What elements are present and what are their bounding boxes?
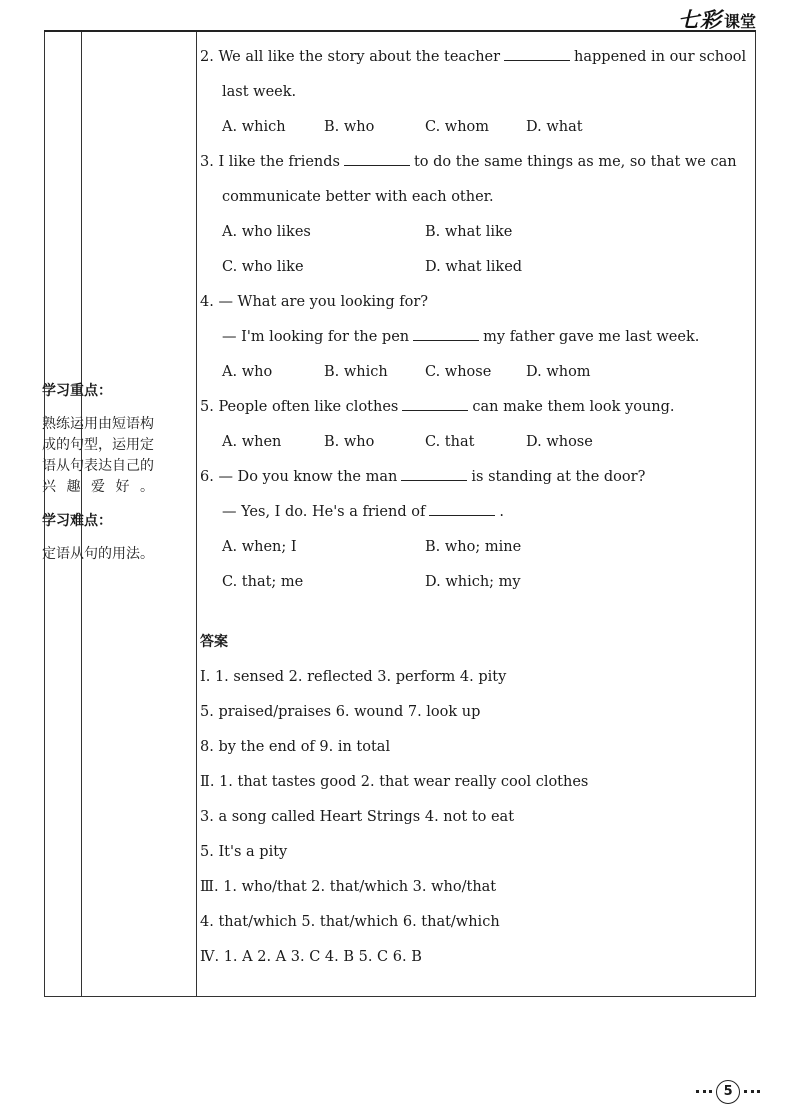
question-stem: — Do you know the man: [218, 469, 398, 485]
difficulty-heading: 学习难点：: [42, 513, 112, 529]
question-number: 2.: [200, 49, 214, 65]
page-number-badge: [696, 1080, 760, 1104]
question-stem: People often like clothes: [218, 399, 399, 415]
option: A. who likes: [222, 224, 311, 240]
question-stem-cont: to do the same things as me, so that we can: [413, 154, 737, 170]
brand-logo-text: 七彩: [677, 8, 722, 32]
answers-heading: 答案: [200, 634, 228, 650]
question-4: [200, 285, 755, 320]
options-row: [200, 425, 755, 460]
answer-blank: [344, 151, 410, 166]
question-number: 3.: [200, 154, 214, 170]
answer-blank: [429, 501, 495, 516]
answer-line: 5. It's a pity: [200, 844, 288, 860]
focus-text: 熟练运用由短语构成的句型，运用定语从句表达自己的兴趣爱好。: [42, 416, 154, 495]
option: B. who; mine: [425, 539, 522, 555]
options-row: [200, 250, 755, 285]
option: D. whom: [526, 364, 591, 380]
focus-heading: 学习重点：: [42, 383, 112, 399]
option: A. when: [222, 434, 282, 450]
answer-line: 3. a song called Heart Strings 4. not to eat: [200, 809, 515, 825]
brand-suffix: 课堂: [723, 12, 756, 31]
option: B. who: [324, 434, 375, 450]
question-6: [200, 460, 755, 495]
option: B. what like: [425, 224, 513, 240]
option: D. which; my: [425, 574, 521, 590]
option: D. what liked: [425, 259, 523, 275]
answer-line: Ⅲ. 1. who/that 2. that/which 3. who/that: [200, 879, 497, 895]
dialogue-line-cont: my father gave me last week.: [483, 329, 700, 345]
page-number: 5: [716, 1080, 740, 1104]
question-stem-cont: is standing at the door?: [471, 469, 646, 485]
answer-line: Ⅱ. 1. that tastes good 2. that wear really cool clothes: [200, 774, 589, 790]
question-stem-line2: communicate better with each other.: [222, 189, 494, 205]
difficulty-text: 定语从句的用法。: [42, 546, 154, 562]
dialogue-line: — Yes, I do. He's a friend of: [222, 504, 426, 520]
question-stem-cont: can make them look young.: [472, 399, 675, 415]
options-row: [200, 110, 755, 145]
answer-line: 8. by the end of 9. in total: [200, 739, 391, 755]
answer-line: 4. that/which 5. that/which 6. that/which: [200, 914, 500, 930]
dialogue-line: — I'm looking for the pen: [222, 329, 410, 345]
option: C. who like: [222, 259, 304, 275]
answer-blank: [402, 396, 468, 411]
question-number: 6.: [200, 469, 214, 485]
question-stem-line2: [200, 320, 755, 355]
answer-line: 5. praised/praises 6. wound 7. look up: [200, 704, 481, 720]
question-2: [200, 40, 755, 75]
question-stem: — What are you looking for?: [218, 294, 429, 310]
question-5: [200, 390, 755, 425]
dots-ornament-left: [696, 1090, 712, 1093]
answer-blank: [504, 46, 570, 61]
question-number: 4.: [200, 294, 214, 310]
option: D. whose: [526, 434, 593, 450]
question-3: [200, 145, 755, 180]
option: C. that: [425, 434, 475, 450]
option: C. whom: [425, 119, 490, 135]
option: C. that; me: [222, 574, 304, 590]
options-row: [200, 355, 755, 390]
option: A. which: [222, 119, 286, 135]
question-stem-cont: happened in our school: [574, 49, 747, 65]
answer-line: Ⅰ. 1. sensed 2. reflected 3. perform 4. pity: [200, 669, 507, 685]
sidebar-notes: [42, 380, 154, 577]
option: A. when; I: [222, 539, 297, 555]
question-stem: We all like the story about the teacher: [218, 49, 501, 65]
exercise-content: [200, 40, 755, 975]
answer-blank: [413, 326, 479, 341]
dialogue-line-cont: .: [499, 504, 504, 520]
option: B. which: [324, 364, 388, 380]
dots-ornament-right: [744, 1090, 760, 1093]
answer-line: Ⅳ. 1. A 2. A 3. C 4. B 5. C 6. B: [200, 949, 422, 965]
option: B. who: [324, 119, 375, 135]
answer-blank: [401, 466, 467, 481]
question-number: 5.: [200, 399, 214, 415]
question-stem: I like the friends: [218, 154, 340, 170]
option: A. who: [222, 364, 273, 380]
options-row: [200, 530, 755, 565]
option: C. whose: [425, 364, 492, 380]
column-divider-2: [196, 32, 197, 996]
options-row: [200, 565, 755, 600]
question-stem-line2: [200, 495, 755, 530]
option: D. what: [526, 119, 583, 135]
question-stem-line2: last week.: [222, 84, 297, 100]
options-row: [200, 215, 755, 250]
